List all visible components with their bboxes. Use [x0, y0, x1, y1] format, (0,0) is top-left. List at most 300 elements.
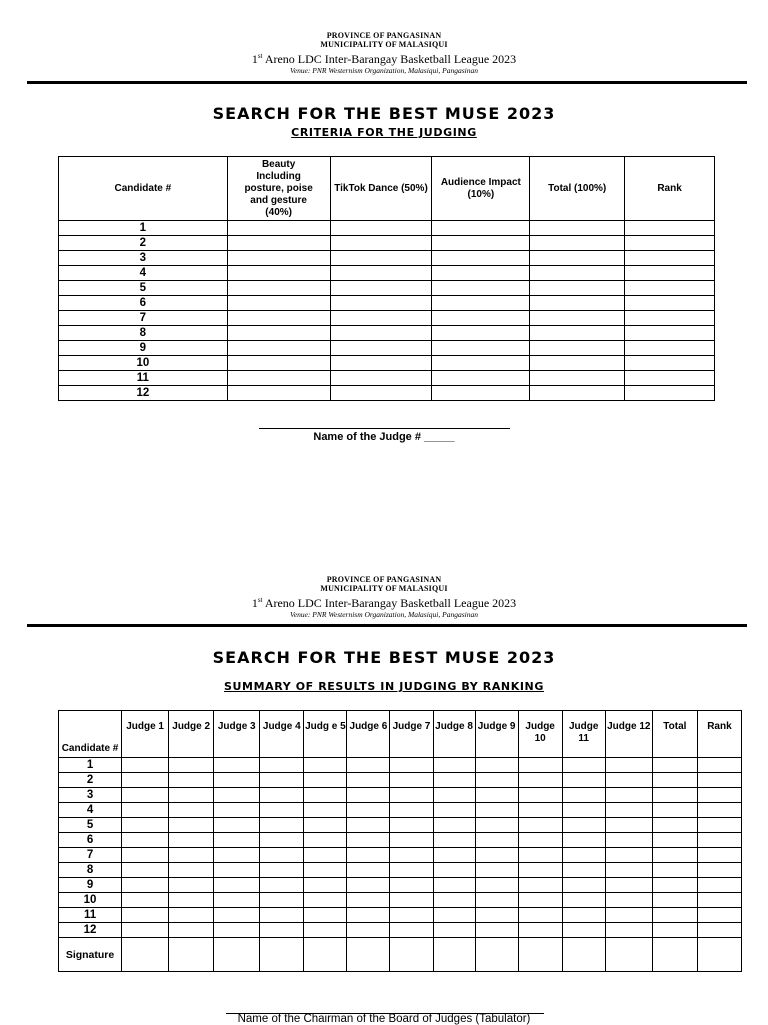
summary-column-header: Judge 10: [518, 711, 562, 758]
candidate-number: 4: [59, 803, 122, 818]
signature-cell[interactable]: [697, 938, 741, 972]
score-cell[interactable]: [625, 251, 715, 266]
rank-cell[interactable]: [697, 848, 741, 863]
rank-cell[interactable]: [562, 863, 605, 878]
rank-cell[interactable]: [347, 908, 390, 923]
signature-cell[interactable]: [169, 938, 214, 972]
rank-cell[interactable]: [475, 788, 518, 803]
rank-cell[interactable]: [475, 773, 518, 788]
rank-cell[interactable]: [697, 788, 741, 803]
rank-cell[interactable]: [390, 773, 433, 788]
rank-cell[interactable]: [697, 893, 741, 908]
signature-cell[interactable]: [304, 938, 347, 972]
rank-cell[interactable]: [433, 863, 475, 878]
rank-cell[interactable]: [304, 758, 347, 773]
rank-cell[interactable]: [304, 818, 347, 833]
letterhead-bottom: [0, 575, 768, 619]
rank-cell[interactable]: [169, 848, 214, 863]
score-cell[interactable]: [330, 356, 432, 371]
signature-cell[interactable]: [562, 938, 605, 972]
score-cell[interactable]: [530, 281, 625, 296]
summary-column-header: Candidate #: [59, 711, 122, 758]
score-cell[interactable]: [227, 296, 330, 311]
rank-cell[interactable]: [214, 863, 260, 878]
score-cell[interactable]: [625, 386, 715, 401]
rank-cell[interactable]: [122, 923, 169, 938]
rank-cell[interactable]: [390, 833, 433, 848]
rank-cell[interactable]: [475, 923, 518, 938]
rank-cell[interactable]: [562, 758, 605, 773]
rank-cell[interactable]: [518, 878, 562, 893]
score-cell[interactable]: [432, 326, 530, 341]
rank-cell[interactable]: [260, 758, 304, 773]
province-line: PROVINCE OF PANGASINAN: [326, 31, 442, 40]
rank-cell[interactable]: [169, 758, 214, 773]
rank-cell[interactable]: [652, 833, 697, 848]
score-cell[interactable]: [530, 386, 625, 401]
rank-cell[interactable]: [390, 788, 433, 803]
score-cell[interactable]: [530, 326, 625, 341]
rank-cell[interactable]: [260, 818, 304, 833]
rank-cell[interactable]: [122, 848, 169, 863]
rank-cell[interactable]: [304, 848, 347, 863]
rank-cell[interactable]: [562, 848, 605, 863]
rank-cell[interactable]: [169, 803, 214, 818]
rank-cell[interactable]: [347, 803, 390, 818]
rank-cell[interactable]: [169, 773, 214, 788]
rank-cell[interactable]: [518, 833, 562, 848]
rank-cell[interactable]: [390, 803, 433, 818]
criteria-subtitle: CRITERIA FOR THE JUDGING: [291, 126, 477, 139]
candidate-number: 12: [59, 386, 228, 401]
signature-cell[interactable]: [518, 938, 562, 972]
rank-cell[interactable]: [475, 803, 518, 818]
rank-cell[interactable]: [304, 833, 347, 848]
summary-column-header: Judge 7: [390, 711, 433, 758]
rank-cell[interactable]: [390, 863, 433, 878]
rank-cell[interactable]: [304, 863, 347, 878]
rank-cell[interactable]: [260, 923, 304, 938]
rank-cell[interactable]: [214, 773, 260, 788]
criteria-row: [59, 221, 715, 236]
rank-cell[interactable]: [390, 818, 433, 833]
score-cell[interactable]: [530, 251, 625, 266]
rank-cell[interactable]: [562, 923, 605, 938]
rank-cell[interactable]: [304, 803, 347, 818]
score-cell[interactable]: [227, 341, 330, 356]
rank-cell[interactable]: [697, 878, 741, 893]
summary-column-header: Judge 1: [122, 711, 169, 758]
rank-cell[interactable]: [122, 788, 169, 803]
rank-cell[interactable]: [433, 893, 475, 908]
rank-cell[interactable]: [475, 908, 518, 923]
rank-cell[interactable]: [562, 773, 605, 788]
rank-cell[interactable]: [475, 848, 518, 863]
rank-cell[interactable]: [475, 818, 518, 833]
rank-cell[interactable]: [169, 908, 214, 923]
rank-cell[interactable]: [433, 818, 475, 833]
score-cell[interactable]: [432, 281, 530, 296]
chairman-label: Name of the Chairman of the Board of Judges (Tabulator): [237, 1013, 531, 1025]
rank-cell[interactable]: [260, 893, 304, 908]
rank-cell[interactable]: [122, 758, 169, 773]
rank-cell[interactable]: [260, 773, 304, 788]
rank-cell[interactable]: [214, 788, 260, 803]
rank-cell[interactable]: [169, 893, 214, 908]
summary-title: SEARCH FOR THE BEST MUSE 2023: [212, 648, 556, 667]
rank-cell[interactable]: [347, 878, 390, 893]
league-line: 1st Areno LDC Inter-Barangay Basketball League 2023: [251, 596, 517, 610]
judge-signature-line: [259, 428, 510, 429]
rank-cell[interactable]: [214, 878, 260, 893]
rank-cell[interactable]: [260, 878, 304, 893]
candidate-number: 1: [59, 221, 228, 236]
signature-cell[interactable]: [347, 938, 390, 972]
candidate-number: 3: [59, 788, 122, 803]
rank-cell[interactable]: [214, 908, 260, 923]
rank-cell[interactable]: [562, 803, 605, 818]
score-cell[interactable]: [530, 266, 625, 281]
criteria-row: [59, 371, 715, 386]
rank-cell[interactable]: [260, 908, 304, 923]
signature-cell[interactable]: [214, 938, 260, 972]
rank-cell[interactable]: [169, 833, 214, 848]
score-cell[interactable]: [625, 371, 715, 386]
rank-cell[interactable]: [518, 923, 562, 938]
score-cell[interactable]: [330, 281, 432, 296]
score-cell[interactable]: [625, 221, 715, 236]
criteria-row: [59, 326, 715, 341]
rank-cell[interactable]: [304, 773, 347, 788]
rank-cell[interactable]: [390, 908, 433, 923]
rank-cell[interactable]: [122, 863, 169, 878]
candidate-number: 2: [59, 236, 228, 251]
rank-cell[interactable]: [605, 923, 652, 938]
rank-cell[interactable]: [347, 818, 390, 833]
signature-cell[interactable]: [605, 938, 652, 972]
rank-cell[interactable]: [697, 863, 741, 878]
rank-cell[interactable]: [433, 833, 475, 848]
rank-cell[interactable]: [605, 848, 652, 863]
score-cell[interactable]: [530, 311, 625, 326]
signature-cell[interactable]: [390, 938, 433, 972]
rank-cell[interactable]: [122, 878, 169, 893]
signature-cell[interactable]: [260, 938, 304, 972]
rank-cell[interactable]: [605, 773, 652, 788]
rank-cell[interactable]: [518, 848, 562, 863]
summary-column-header: Judg e 5: [304, 711, 347, 758]
rank-cell[interactable]: [433, 908, 475, 923]
score-cell[interactable]: [227, 386, 330, 401]
rank-cell[interactable]: [562, 818, 605, 833]
score-cell[interactable]: [432, 311, 530, 326]
candidate-number: 9: [59, 878, 122, 893]
criteria-column-header: Beauty Including posture, poise and gesture (40%): [227, 157, 330, 221]
rank-cell[interactable]: [433, 803, 475, 818]
municipality-line: MUNICIPALITY OF MALASIQUI: [320, 584, 448, 593]
score-cell[interactable]: [530, 341, 625, 356]
rank-cell[interactable]: [697, 758, 741, 773]
signature-cell[interactable]: [475, 938, 518, 972]
summary-row: [59, 773, 742, 788]
rank-cell[interactable]: [122, 833, 169, 848]
summary-column-header: Total: [652, 711, 697, 758]
rank-cell[interactable]: [214, 818, 260, 833]
rank-cell[interactable]: [260, 848, 304, 863]
candidate-number: 5: [59, 818, 122, 833]
rank-cell[interactable]: [475, 833, 518, 848]
rank-cell[interactable]: [433, 848, 475, 863]
rank-cell[interactable]: [605, 893, 652, 908]
summary-column-header: Judge 3: [214, 711, 260, 758]
candidate-number: 10: [59, 356, 228, 371]
score-cell[interactable]: [625, 296, 715, 311]
rank-cell[interactable]: [652, 848, 697, 863]
rank-cell[interactable]: [304, 923, 347, 938]
rank-cell[interactable]: [518, 773, 562, 788]
score-cell[interactable]: [227, 356, 330, 371]
rank-cell[interactable]: [652, 773, 697, 788]
rank-cell[interactable]: [652, 923, 697, 938]
score-cell[interactable]: [432, 356, 530, 371]
rank-cell[interactable]: [652, 863, 697, 878]
rank-cell[interactable]: [475, 863, 518, 878]
rank-cell[interactable]: [518, 863, 562, 878]
rank-cell[interactable]: [475, 758, 518, 773]
rank-cell[interactable]: [433, 923, 475, 938]
signature-cell[interactable]: [122, 938, 169, 972]
score-cell[interactable]: [330, 386, 432, 401]
rank-cell[interactable]: [562, 788, 605, 803]
score-cell[interactable]: [432, 266, 530, 281]
rank-cell[interactable]: [605, 758, 652, 773]
score-cell[interactable]: [432, 341, 530, 356]
rank-cell[interactable]: [518, 818, 562, 833]
rank-cell[interactable]: [652, 818, 697, 833]
rank-cell[interactable]: [433, 758, 475, 773]
header-rule: [27, 624, 747, 627]
rank-cell[interactable]: [652, 878, 697, 893]
rank-cell[interactable]: [304, 893, 347, 908]
rank-cell[interactable]: [214, 758, 260, 773]
score-cell[interactable]: [227, 371, 330, 386]
rank-cell[interactable]: [122, 803, 169, 818]
score-cell[interactable]: [227, 251, 330, 266]
score-cell[interactable]: [227, 281, 330, 296]
rank-cell[interactable]: [390, 923, 433, 938]
score-cell[interactable]: [330, 251, 432, 266]
score-cell[interactable]: [530, 236, 625, 251]
rank-cell[interactable]: [169, 818, 214, 833]
rank-cell[interactable]: [390, 758, 433, 773]
criteria-column-header: Rank: [625, 157, 715, 221]
score-cell[interactable]: [330, 311, 432, 326]
rank-cell[interactable]: [347, 773, 390, 788]
candidate-number: 2: [59, 773, 122, 788]
score-cell[interactable]: [432, 236, 530, 251]
rank-cell[interactable]: [562, 878, 605, 893]
rank-cell[interactable]: [605, 863, 652, 878]
score-cell[interactable]: [330, 326, 432, 341]
rank-cell[interactable]: [347, 758, 390, 773]
score-cell[interactable]: [432, 296, 530, 311]
score-cell[interactable]: [227, 236, 330, 251]
rank-cell[interactable]: [475, 893, 518, 908]
rank-cell[interactable]: [518, 908, 562, 923]
criteria-row: [59, 266, 715, 281]
rank-cell[interactable]: [697, 908, 741, 923]
candidate-number: 1: [59, 758, 122, 773]
score-cell[interactable]: [227, 266, 330, 281]
score-cell[interactable]: [330, 221, 432, 236]
rank-cell[interactable]: [122, 908, 169, 923]
rank-cell[interactable]: [562, 893, 605, 908]
rank-cell[interactable]: [390, 893, 433, 908]
rank-cell[interactable]: [605, 818, 652, 833]
rank-cell[interactable]: [433, 773, 475, 788]
signature-cell[interactable]: [652, 938, 697, 972]
summary-column-header: Judge 2: [169, 711, 214, 758]
score-cell[interactable]: [432, 251, 530, 266]
rank-cell[interactable]: [169, 788, 214, 803]
summary-row: [59, 878, 742, 893]
rank-cell[interactable]: [697, 803, 741, 818]
rank-cell[interactable]: [214, 923, 260, 938]
score-cell[interactable]: [330, 341, 432, 356]
rank-cell[interactable]: [169, 863, 214, 878]
score-cell[interactable]: [432, 386, 530, 401]
rank-cell[interactable]: [260, 863, 304, 878]
rank-cell[interactable]: [390, 848, 433, 863]
rank-cell[interactable]: [652, 893, 697, 908]
rank-cell[interactable]: [260, 803, 304, 818]
score-cell[interactable]: [625, 311, 715, 326]
score-cell[interactable]: [330, 236, 432, 251]
rank-cell[interactable]: [390, 878, 433, 893]
rank-cell[interactable]: [652, 758, 697, 773]
score-cell[interactable]: [330, 371, 432, 386]
header-rule: [27, 81, 747, 84]
score-cell[interactable]: [625, 326, 715, 341]
rank-cell[interactable]: [122, 773, 169, 788]
rank-cell[interactable]: [605, 878, 652, 893]
summary-column-header: Judge 8: [433, 711, 475, 758]
rank-cell[interactable]: [347, 893, 390, 908]
summary-row: [59, 863, 742, 878]
rank-cell[interactable]: [652, 803, 697, 818]
rank-cell[interactable]: [562, 908, 605, 923]
rank-cell[interactable]: [475, 878, 518, 893]
score-cell[interactable]: [625, 341, 715, 356]
province-line: PROVINCE OF PANGASINAN: [326, 575, 442, 584]
rank-cell[interactable]: [605, 908, 652, 923]
score-cell[interactable]: [432, 371, 530, 386]
rank-cell[interactable]: [304, 788, 347, 803]
rank-cell[interactable]: [605, 833, 652, 848]
rank-cell[interactable]: [122, 818, 169, 833]
rank-cell[interactable]: [304, 908, 347, 923]
candidate-number: 6: [59, 833, 122, 848]
score-cell[interactable]: [227, 311, 330, 326]
criteria-header-row: [59, 157, 715, 221]
score-cell[interactable]: [330, 296, 432, 311]
rank-cell[interactable]: [347, 788, 390, 803]
summary-column-header: Judge 12: [605, 711, 652, 758]
rank-cell[interactable]: [169, 923, 214, 938]
criteria-row: [59, 251, 715, 266]
rank-cell[interactable]: [697, 773, 741, 788]
rank-cell[interactable]: [260, 833, 304, 848]
score-cell[interactable]: [625, 236, 715, 251]
rank-cell[interactable]: [214, 893, 260, 908]
summary-row: [59, 818, 742, 833]
criteria-row: [59, 296, 715, 311]
score-cell[interactable]: [530, 296, 625, 311]
rank-cell[interactable]: [652, 788, 697, 803]
rank-cell[interactable]: [518, 758, 562, 773]
score-cell[interactable]: [625, 266, 715, 281]
candidate-number: 11: [59, 908, 122, 923]
criteria-row: [59, 341, 715, 356]
summary-row: [59, 758, 742, 773]
rank-cell[interactable]: [214, 803, 260, 818]
rank-cell[interactable]: [169, 878, 214, 893]
rank-cell[interactable]: [652, 908, 697, 923]
score-cell[interactable]: [625, 281, 715, 296]
score-cell[interactable]: [530, 371, 625, 386]
judge-name-label: Name of the Judge # _____: [313, 431, 455, 443]
score-cell[interactable]: [227, 221, 330, 236]
score-cell[interactable]: [330, 266, 432, 281]
score-cell[interactable]: [625, 356, 715, 371]
rank-cell[interactable]: [347, 923, 390, 938]
rank-cell[interactable]: [347, 833, 390, 848]
rank-cell[interactable]: [518, 788, 562, 803]
score-cell[interactable]: [530, 356, 625, 371]
candidate-number: 7: [59, 848, 122, 863]
rank-cell[interactable]: [304, 878, 347, 893]
score-cell[interactable]: [227, 326, 330, 341]
rank-cell[interactable]: [433, 878, 475, 893]
rank-cell[interactable]: [605, 803, 652, 818]
league-line: 1st Areno LDC Inter-Barangay Basketball League 2023: [251, 52, 517, 66]
score-cell[interactable]: [432, 221, 530, 236]
rank-cell[interactable]: [697, 818, 741, 833]
rank-cell[interactable]: [697, 923, 741, 938]
rank-cell[interactable]: [518, 893, 562, 908]
rank-cell[interactable]: [605, 788, 652, 803]
score-cell[interactable]: [530, 221, 625, 236]
rank-cell[interactable]: [697, 833, 741, 848]
summary-row: [59, 893, 742, 908]
rank-cell[interactable]: [214, 833, 260, 848]
summary-row: [59, 803, 742, 818]
rank-cell[interactable]: [562, 833, 605, 848]
rank-cell[interactable]: [433, 788, 475, 803]
rank-cell[interactable]: [122, 893, 169, 908]
signature-cell[interactable]: [433, 938, 475, 972]
criteria-column-header: Total (100%): [530, 157, 625, 221]
rank-cell[interactable]: [518, 803, 562, 818]
rank-cell[interactable]: [214, 848, 260, 863]
rank-cell[interactable]: [347, 863, 390, 878]
criteria-row: [59, 281, 715, 296]
rank-cell[interactable]: [260, 788, 304, 803]
criteria-column-header: Audience Impact (10%): [432, 157, 530, 221]
criteria-row: [59, 356, 715, 371]
summary-column-header: Judge 6: [347, 711, 390, 758]
rank-cell[interactable]: [347, 848, 390, 863]
